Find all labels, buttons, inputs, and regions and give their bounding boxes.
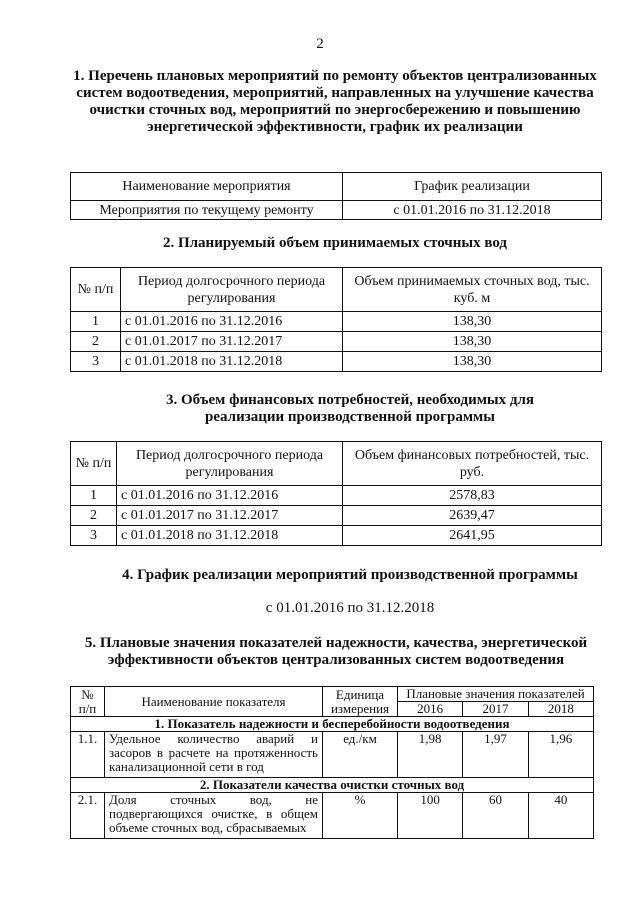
section5-table xyxy=(70,686,594,839)
table-cell: 138,30 xyxy=(343,352,602,372)
table-cell: с 01.01.2017 по 31.12.2017 xyxy=(117,506,343,526)
s5-row1-name: Удельное количество аварий и засоров в расчете на протяженность канализационной сети в год xyxy=(105,732,323,778)
s5-row2-val-2018: 40 xyxy=(528,793,593,839)
table-cell: 1 xyxy=(71,312,121,332)
section4-period: с 01.01.2016 по 31.12.2018 xyxy=(265,600,435,616)
section4-title: 4. График реализации мероприятий производственной программы xyxy=(122,567,578,583)
s5-group2-heading: 2. Показатели качества очистки сточных вод xyxy=(71,778,594,793)
section1-table xyxy=(70,172,602,220)
s2-header-period: Период долгосрочного периода регулирования xyxy=(121,268,343,312)
s5-row2-val-2017: 60 xyxy=(463,793,528,839)
s5-header-plan: Плановые значения показателей xyxy=(398,687,594,702)
s5-header-unit: Единица измерения xyxy=(323,687,398,717)
table-cell: 138,30 xyxy=(343,312,602,332)
table-cell: 2 xyxy=(71,332,121,352)
table-cell: 2 xyxy=(71,506,117,526)
table-cell: с 01.01.2016 по 31.12.2016 xyxy=(117,486,343,506)
table-cell: 3 xyxy=(71,526,117,546)
s5-row2-num: 2.1. xyxy=(71,793,105,839)
s5-row1-num: 1.1. xyxy=(71,732,105,778)
s2-header-num: № п/п xyxy=(71,268,121,312)
table-cell: 3 xyxy=(71,352,121,372)
s5-row1-val-2018: 1,96 xyxy=(528,732,593,778)
s5-row1-unit: ед./км xyxy=(323,732,398,778)
s5-row2-val-2016: 100 xyxy=(398,793,463,839)
table-cell: с 01.01.2017 по 31.12.2017 xyxy=(121,332,343,352)
table-cell: 2639,47 xyxy=(343,506,602,526)
s5-group1-heading: 1. Показатель надежности и бесперебойности водоотведения xyxy=(71,717,594,732)
section2-table xyxy=(70,267,602,372)
table-cell: с 01.01.2018 по 31.12.2018 xyxy=(121,352,343,372)
s5-header-name: Наименование показателя xyxy=(105,687,323,717)
s3-header-finance: Объем финансовых потребностей, тыс. руб. xyxy=(343,442,602,486)
table-cell: с 01.01.2018 по 31.12.2018 xyxy=(117,526,343,546)
table-cell: 138,30 xyxy=(343,332,602,352)
s5-row2-name: Доля сточных вод, не подвергающихся очистке, в общем объеме сточных вод, сбрасываемых xyxy=(105,793,323,839)
s1-header-name: Наименование мероприятия xyxy=(71,173,343,201)
s3-header-num: № п/п xyxy=(71,442,117,486)
s5-row1-val-2016: 1,98 xyxy=(398,732,463,778)
s5-row1-val-2017: 1,97 xyxy=(463,732,528,778)
s2-header-volume: Объем принимаемых сточных вод, тыс. куб. м xyxy=(343,268,602,312)
table-cell: 2641,95 xyxy=(343,526,602,546)
section3-title: 3. Объем финансовых потребностей, необходимых для реализации производственной программы xyxy=(165,392,535,425)
section1-title: 1. Перечень плановых мероприятий по ремонту объектов централизованных систем водоотведения, мероприятий, направленных на улучшение качества очистки сточных вод, мероприятий по энергосбережению и повышению энергетической эффективности, график их реализации xyxy=(73,68,597,135)
section2-title: 2. Планируемый объем принимаемых сточных вод xyxy=(162,235,508,251)
s5-header-year-2018: 2018 xyxy=(528,702,593,717)
s1-cell-schedule: с 01.01.2016 по 31.12.2018 xyxy=(343,201,602,220)
s1-cell-name: Мероприятия по текущему ремонту xyxy=(71,201,343,220)
s3-header-period: Период долгосрочного периода регулирования xyxy=(117,442,343,486)
table-cell: 1 xyxy=(71,486,117,506)
s1-header-schedule: График реализации xyxy=(343,173,602,201)
s5-header-year-2017: 2017 xyxy=(463,702,528,717)
page-number: 2 xyxy=(316,36,324,52)
s5-row2-unit: % xyxy=(323,793,398,839)
table-cell: с 01.01.2016 по 31.12.2016 xyxy=(121,312,343,332)
section5-title: 5. Плановые значения показателей надежности, качества, энергетической эффективности объектов централизованных систем водоотведения xyxy=(84,635,588,668)
s5-header-num: № п/п xyxy=(71,687,105,717)
table-cell: 2578,83 xyxy=(343,486,602,506)
s5-header-year-2016: 2016 xyxy=(398,702,463,717)
section3-table xyxy=(70,441,602,546)
